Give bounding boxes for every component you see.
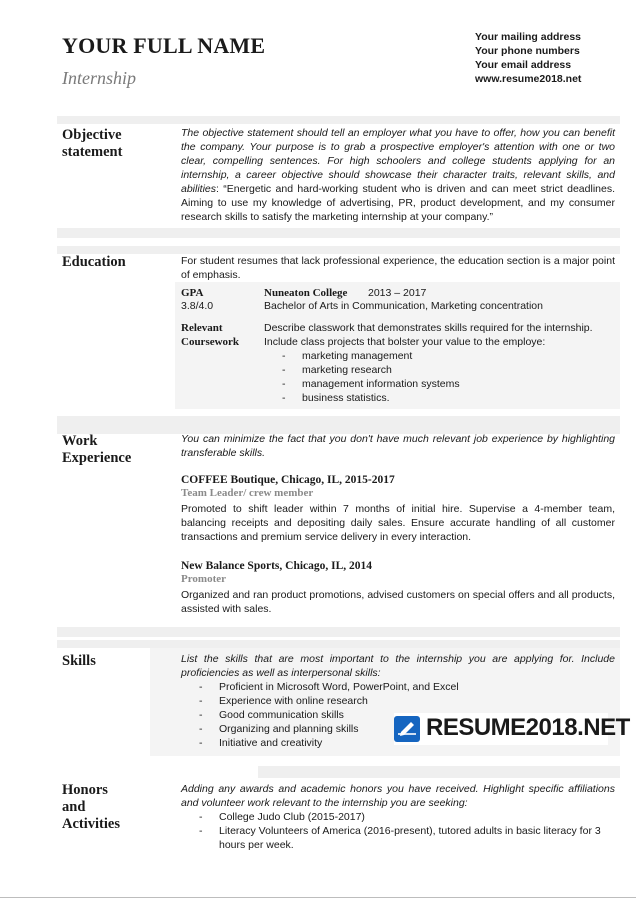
work-heading-line2: Experience bbox=[62, 450, 132, 466]
list-item: - business statistics. bbox=[264, 391, 616, 405]
work-heading bbox=[62, 433, 131, 467]
gpa-value: 3.8/4.0 bbox=[181, 300, 214, 312]
list-item: - Organizing and planning skills bbox=[181, 722, 615, 736]
website: www.resume2018.net bbox=[475, 73, 582, 85]
honors-intro: Adding any awards and academic honors you have received. Highlight specific affiliations and volunteer work relevant to the internship you are seeking: bbox=[181, 783, 615, 809]
full-name: YOUR FULL NAME bbox=[62, 33, 266, 58]
objective-italic-text: The objective statement should tell an employer what you have to offer, how you can benefit the company. Your purpose is to grab a prospective employer's attention with one or two clear, compelling sentences. For high schoolers and college students applying for an internship, a career objective should showcase their character traits, relevant skills, and abilities bbox=[181, 127, 615, 195]
list-item: - Initiative and creativity bbox=[181, 736, 615, 750]
work-heading-line1: Work bbox=[62, 433, 98, 449]
page-bottom-rule bbox=[0, 897, 636, 898]
objective-example-text: : “Energetic and hard-working student who is driven and can meet strict deadlines. Aiming to use my knowledge of advertising, PR, product development, and my consumer research skills to satisfy the marketing internship at your company.” bbox=[181, 183, 615, 223]
honors-heading-line2: and bbox=[62, 799, 86, 815]
watermark-text: RESUME2018.NET bbox=[426, 714, 630, 741]
honors-list-block bbox=[181, 810, 615, 852]
pencil-icon bbox=[394, 716, 420, 742]
job-title: New Balance Sports, Chicago, IL, 2014 bbox=[181, 560, 373, 572]
list-item: - College Judo Club (2015-2017) bbox=[181, 810, 615, 824]
list-item: - marketing research bbox=[264, 363, 616, 377]
coursework-desc-line2: Include class projects that bolster your value to the employe: bbox=[264, 336, 546, 348]
contact-block bbox=[475, 30, 581, 86]
education-heading: Education bbox=[62, 254, 126, 270]
skills-intro: List the skills that are most important to the internship you are applying for. Include proficiencies as well as interpersonal skills: bbox=[181, 653, 615, 679]
list-item: - marketing management bbox=[264, 349, 616, 363]
section-band bbox=[57, 416, 620, 426]
section-band bbox=[57, 627, 620, 637]
list-item: - Proficient in Microsoft Word, PowerPoint, and Excel bbox=[181, 680, 615, 694]
job-title: COFFEE Boutique, Chicago, IL, 2015-2017 bbox=[181, 474, 395, 486]
section-band bbox=[57, 640, 620, 648]
section-band bbox=[57, 116, 620, 124]
course-list bbox=[264, 349, 616, 405]
list-item: - Good communication skills bbox=[181, 708, 615, 722]
list-item: - Literacy Volunteers of America (2016-present), tutored adults in basic literacy for 3 hours per week. bbox=[181, 824, 614, 852]
list-item: - management information systems bbox=[264, 377, 616, 391]
coursework-desc-line1: Describe classwork that demonstrates skills required for the internship. bbox=[264, 322, 593, 334]
coursework-description bbox=[264, 321, 616, 405]
phone-numbers: Your phone numbers bbox=[475, 45, 580, 57]
honors-list bbox=[181, 810, 615, 852]
section-band bbox=[57, 228, 620, 238]
school-name: Nuneaton College bbox=[264, 287, 348, 299]
job-entry-1 bbox=[181, 474, 615, 544]
email-address: Your email address bbox=[475, 59, 572, 71]
honors-heading-line3: Activities bbox=[62, 816, 120, 832]
objective-text bbox=[181, 126, 615, 224]
job-role: Promoter bbox=[181, 573, 226, 585]
section-band bbox=[258, 766, 620, 778]
position-subtitle: Internship bbox=[62, 68, 136, 88]
coursework-label-line1: Relevant bbox=[181, 322, 223, 334]
gpa-label: GPA bbox=[181, 287, 204, 299]
job-entry-2 bbox=[181, 560, 615, 616]
school-years: 2013 – 2017 bbox=[368, 287, 427, 299]
education-intro: For student resumes that lack professional experience, the education section is a major point of emphasis. bbox=[181, 255, 615, 281]
coursework-label-line2: Coursework bbox=[181, 336, 240, 348]
watermark-logo bbox=[394, 713, 630, 745]
skills-heading: Skills bbox=[62, 653, 96, 669]
honors-heading-line1: Honors bbox=[62, 782, 108, 798]
degree: Bachelor of Arts in Communication, Marketing concentration bbox=[264, 300, 543, 312]
objective-heading: Objective statement bbox=[62, 127, 123, 160]
section-band bbox=[57, 246, 620, 254]
job-description: Organized and ran product promotions, advised customers on special offers and all products, assisted with sales. bbox=[181, 589, 615, 615]
list-item: - Experience with online research bbox=[181, 694, 615, 708]
mailing-address: Your mailing address bbox=[475, 31, 581, 43]
job-role: Team Leader/ crew member bbox=[181, 487, 314, 499]
honors-heading bbox=[62, 782, 120, 833]
job-description: Promoted to shift leader within 7 months of initial hire. Supervise a 4-member team, balancing receipts and depositing daily sales. Ensure accurate handling of all customer transactions and premium service delivery in every interaction. bbox=[181, 503, 615, 543]
work-intro: You can minimize the fact that you don't have much relevant job experience by highlighting transferable skills. bbox=[181, 433, 615, 459]
